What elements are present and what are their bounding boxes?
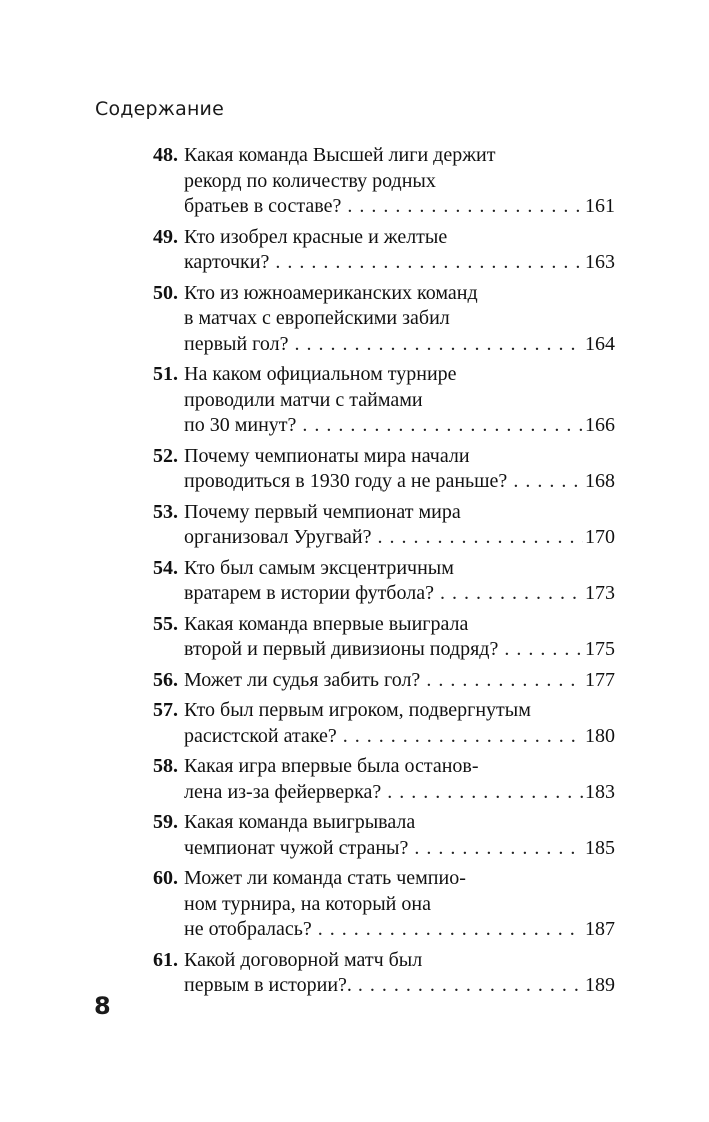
toc-entry-title: проводили матчи с таймами — [184, 388, 423, 411]
toc-entry[interactable] — [153, 143, 615, 220]
dot-leader — [377, 525, 583, 551]
toc-entry-line — [153, 169, 615, 195]
dot-leader — [275, 250, 583, 276]
toc-entry-title: Может ли судья забить гол? — [184, 668, 421, 691]
toc-entry-line — [153, 668, 615, 694]
toc-entry-title: Кто из южноамериканских команд — [184, 281, 478, 304]
dot-leader — [343, 724, 583, 750]
toc-entry-title: Кто изобрел красные и желтые — [184, 225, 448, 248]
toc-entry-line — [153, 892, 615, 918]
dot-leader — [513, 469, 583, 495]
toc-entry-title: ном турнира, на который она — [184, 892, 431, 915]
toc-entry[interactable] — [153, 948, 615, 999]
toc-entry-page: 173 — [585, 582, 615, 604]
toc-entry-line — [153, 866, 615, 892]
toc-entry-line — [153, 306, 615, 332]
toc-entry-title: проводиться в 1930 году а не раньше? — [184, 470, 508, 492]
toc-entry-number: 58. — [153, 755, 178, 777]
toc-entry[interactable] — [153, 698, 615, 749]
dot-leader — [318, 917, 583, 943]
toc-entry-title: Почему первый чемпионат мира — [184, 500, 461, 523]
toc-entry-title: Почему чемпионаты мира начали — [184, 444, 470, 467]
toc-entry-line — [153, 444, 615, 470]
toc-entry-page: 164 — [585, 332, 615, 355]
toc-entry-title: Какой договорной матч был — [184, 948, 423, 971]
dot-leader — [414, 836, 583, 862]
toc-entry[interactable] — [153, 668, 615, 694]
toc-entry[interactable] — [153, 866, 615, 943]
toc-entry-page: 161 — [585, 195, 615, 217]
toc-entry-page: 183 — [585, 780, 615, 803]
toc-entry-title: На каком официальном турнире — [184, 363, 457, 385]
toc-entry-line — [153, 225, 615, 251]
toc-entry-title: первый гол? — [184, 332, 289, 355]
dot-leader — [358, 973, 583, 999]
toc-entry-title: Может ли команда стать чемпио- — [184, 867, 466, 889]
toc-entry-line — [153, 500, 615, 526]
dot-leader — [440, 581, 583, 607]
toc-entry-title: рекорд по количеству родных — [184, 169, 436, 192]
toc-entry-title: расистской атаке? — [184, 724, 337, 747]
toc-entry-title: организовал Уругвай? — [184, 526, 372, 548]
dot-leader — [426, 668, 583, 694]
toc-entry-number: 48. — [153, 144, 178, 166]
toc-entry-title: по 30 минут? — [184, 414, 297, 436]
toc-entry-line — [153, 388, 615, 414]
toc-entry[interactable] — [153, 556, 615, 607]
toc-entry-line — [153, 698, 615, 724]
toc-entry[interactable] — [153, 362, 615, 439]
toc-entry-line — [153, 973, 615, 999]
toc-entry-number: 56. — [153, 668, 178, 691]
toc-entry-title: второй и первый дивизионы подряд? — [184, 638, 499, 660]
toc-entry-title: Какая команда Высшей лиги держит — [184, 144, 496, 166]
toc-entry-number: 60. — [153, 867, 178, 889]
toc-entry-line — [153, 917, 615, 943]
page-number: 8 — [94, 992, 111, 1020]
toc-entry-line — [153, 194, 615, 220]
toc-entry-line — [153, 637, 615, 663]
toc-entry-title: Какая команда выигрывала — [184, 811, 416, 833]
dot-leader — [387, 780, 583, 806]
dot-leader — [302, 413, 583, 439]
toc-entry-title: Кто был самым эксцентричным — [184, 556, 454, 579]
dot-leader — [504, 637, 583, 663]
toc-entry-number: 54. — [153, 556, 178, 579]
toc-entry-page: 170 — [585, 526, 615, 548]
toc-entry-number: 52. — [153, 444, 178, 467]
toc-entry-title: карточки? — [184, 251, 270, 273]
toc-entry-title: Какая команда впервые выиграла — [184, 612, 469, 635]
running-header: Содержание — [95, 98, 224, 120]
toc-entry-title: Кто был первым игроком, подвергнутым — [184, 699, 531, 721]
toc-entry-title: лена из-за фейерверка? — [184, 780, 382, 803]
toc-entry-line — [153, 754, 615, 780]
dot-leader — [347, 194, 583, 220]
toc-entry-line — [153, 836, 615, 862]
toc-entry[interactable] — [153, 444, 615, 495]
dot-leader — [294, 332, 583, 358]
toc-entry-line — [153, 612, 615, 638]
toc-entry-page: 166 — [585, 414, 615, 436]
toc-entry-number: 49. — [153, 225, 178, 248]
toc-entry[interactable] — [153, 281, 615, 358]
toc-entry-line — [153, 525, 615, 551]
toc-entry[interactable] — [153, 612, 615, 663]
toc-entry-line — [153, 948, 615, 974]
toc-entry-line — [153, 556, 615, 582]
toc-entry-page: 187 — [585, 918, 615, 940]
toc-entry-page: 163 — [585, 251, 615, 273]
toc-entry-line — [153, 362, 615, 388]
toc-entry-page: 189 — [585, 974, 615, 996]
toc-entry-line — [153, 469, 615, 495]
toc-entry-title: первым в истории?. — [184, 974, 352, 996]
toc-entry-number: 57. — [153, 699, 178, 721]
toc-entry-line — [153, 281, 615, 307]
toc-entry-title: братьев в составе? — [184, 195, 342, 217]
toc-entry-title: чемпионат чужой страны? — [184, 836, 409, 859]
toc-entry-line — [153, 250, 615, 276]
toc-entry-page: 185 — [585, 836, 615, 859]
toc-entry[interactable] — [153, 754, 615, 805]
toc-entry-line — [153, 143, 615, 169]
table-of-contents — [153, 143, 615, 1004]
toc-entry-page: 175 — [585, 638, 615, 660]
toc-entry-number: 51. — [153, 363, 178, 385]
toc-entry-number: 55. — [153, 612, 178, 635]
toc-entry-title: вратарем в истории футбола? — [184, 582, 434, 604]
toc-entry-page: 177 — [585, 668, 615, 691]
toc-entry-line — [153, 810, 615, 836]
toc-entry-line — [153, 581, 615, 607]
toc-entry-number: 61. — [153, 948, 178, 971]
toc-entry-number: 59. — [153, 811, 178, 833]
toc-entry-title: Какая игра впервые была останов- — [184, 755, 479, 777]
toc-entry[interactable] — [153, 810, 615, 861]
toc-entry-page: 168 — [585, 470, 615, 492]
toc-entry[interactable] — [153, 500, 615, 551]
toc-entry-line — [153, 780, 615, 806]
toc-entry-line — [153, 332, 615, 358]
toc-entry-line — [153, 724, 615, 750]
toc-entry-line — [153, 413, 615, 439]
toc-entry-page: 180 — [585, 724, 615, 747]
toc-entry-title: не отобралась? — [184, 918, 312, 940]
toc-entry-number: 53. — [153, 500, 178, 523]
toc-entry-title: в матчах с европейскими забил — [184, 307, 450, 329]
toc-entry[interactable] — [153, 225, 615, 276]
toc-entry-number: 50. — [153, 281, 178, 304]
